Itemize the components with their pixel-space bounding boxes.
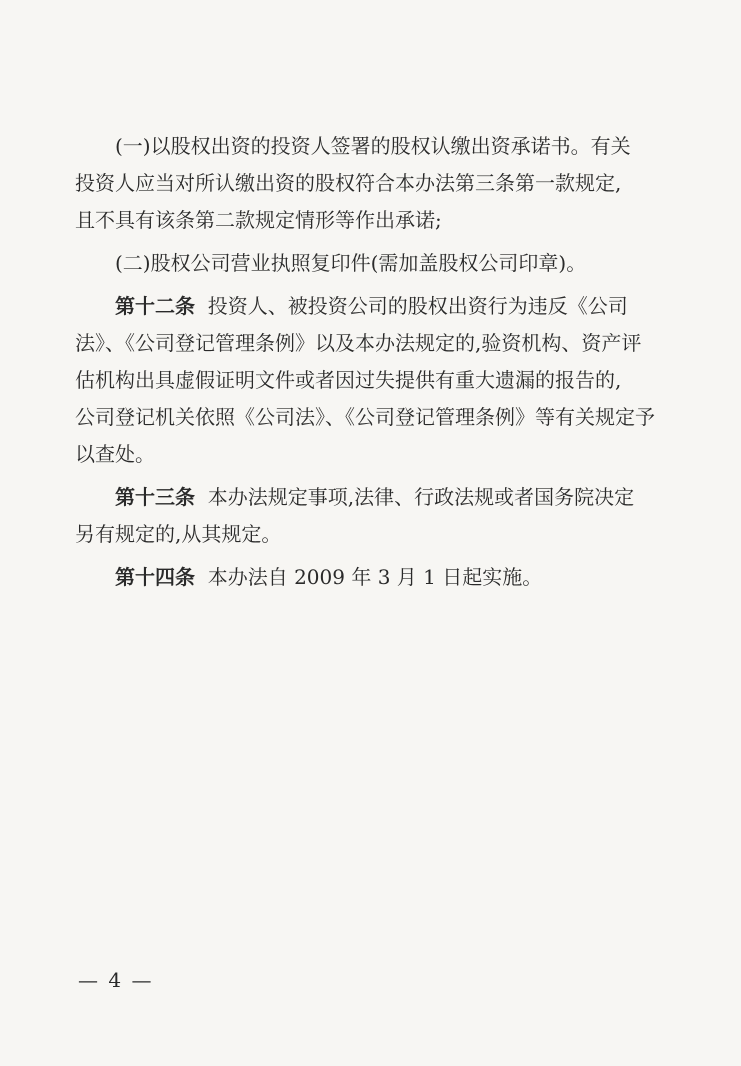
article-14	[75, 559, 675, 596]
article-heading: 第十三条	[115, 485, 195, 509]
text-line: 以查处。	[75, 442, 155, 466]
text-line: 且不具有该条第二款规定情形等作出承诺;	[75, 208, 442, 232]
article-heading: 第十二条	[115, 294, 195, 318]
text-line: 另有规定的,从其规定。	[75, 522, 282, 546]
text-line: (二)股权公司营业执照复印件(需加盖股权公司印章)。	[115, 251, 587, 275]
article-text: 投资人、被投资公司的股权出资行为违反《公司	[207, 294, 628, 318]
text-line: 投资人应当对所认缴出资的股权符合本办法第三条第一款规定,	[75, 171, 622, 195]
paragraph-item-2	[75, 245, 675, 282]
article-heading: 第十四条	[115, 565, 195, 589]
article-13	[75, 479, 675, 553]
text-line: 公司登记机关依照《公司法》、《公司登记管理条例》等有关规定予	[75, 405, 655, 429]
article-first-line	[75, 479, 675, 516]
article-text: 本办法自 2009 年 3 月 1 日起实施。	[207, 565, 543, 589]
text-line: 法》、《公司登记管理条例》以及本办法规定的,验资机构、资产评	[75, 331, 642, 355]
text-line: 估机构出具虚假证明文件或者因过失提供有重大遗漏的报告的,	[75, 368, 622, 392]
page-number: — 4 —	[78, 968, 154, 992]
article-first-line	[75, 288, 675, 325]
article-text: 本办法规定事项,法律、行政法规或者国务院决定	[207, 485, 635, 509]
document-body	[75, 128, 675, 596]
article-12	[75, 288, 675, 473]
article-first-line	[75, 559, 675, 596]
text-line: (一)以股权出资的投资人签署的股权认缴出资承诺书。有关	[115, 134, 631, 158]
paragraph-item-1	[75, 128, 675, 239]
